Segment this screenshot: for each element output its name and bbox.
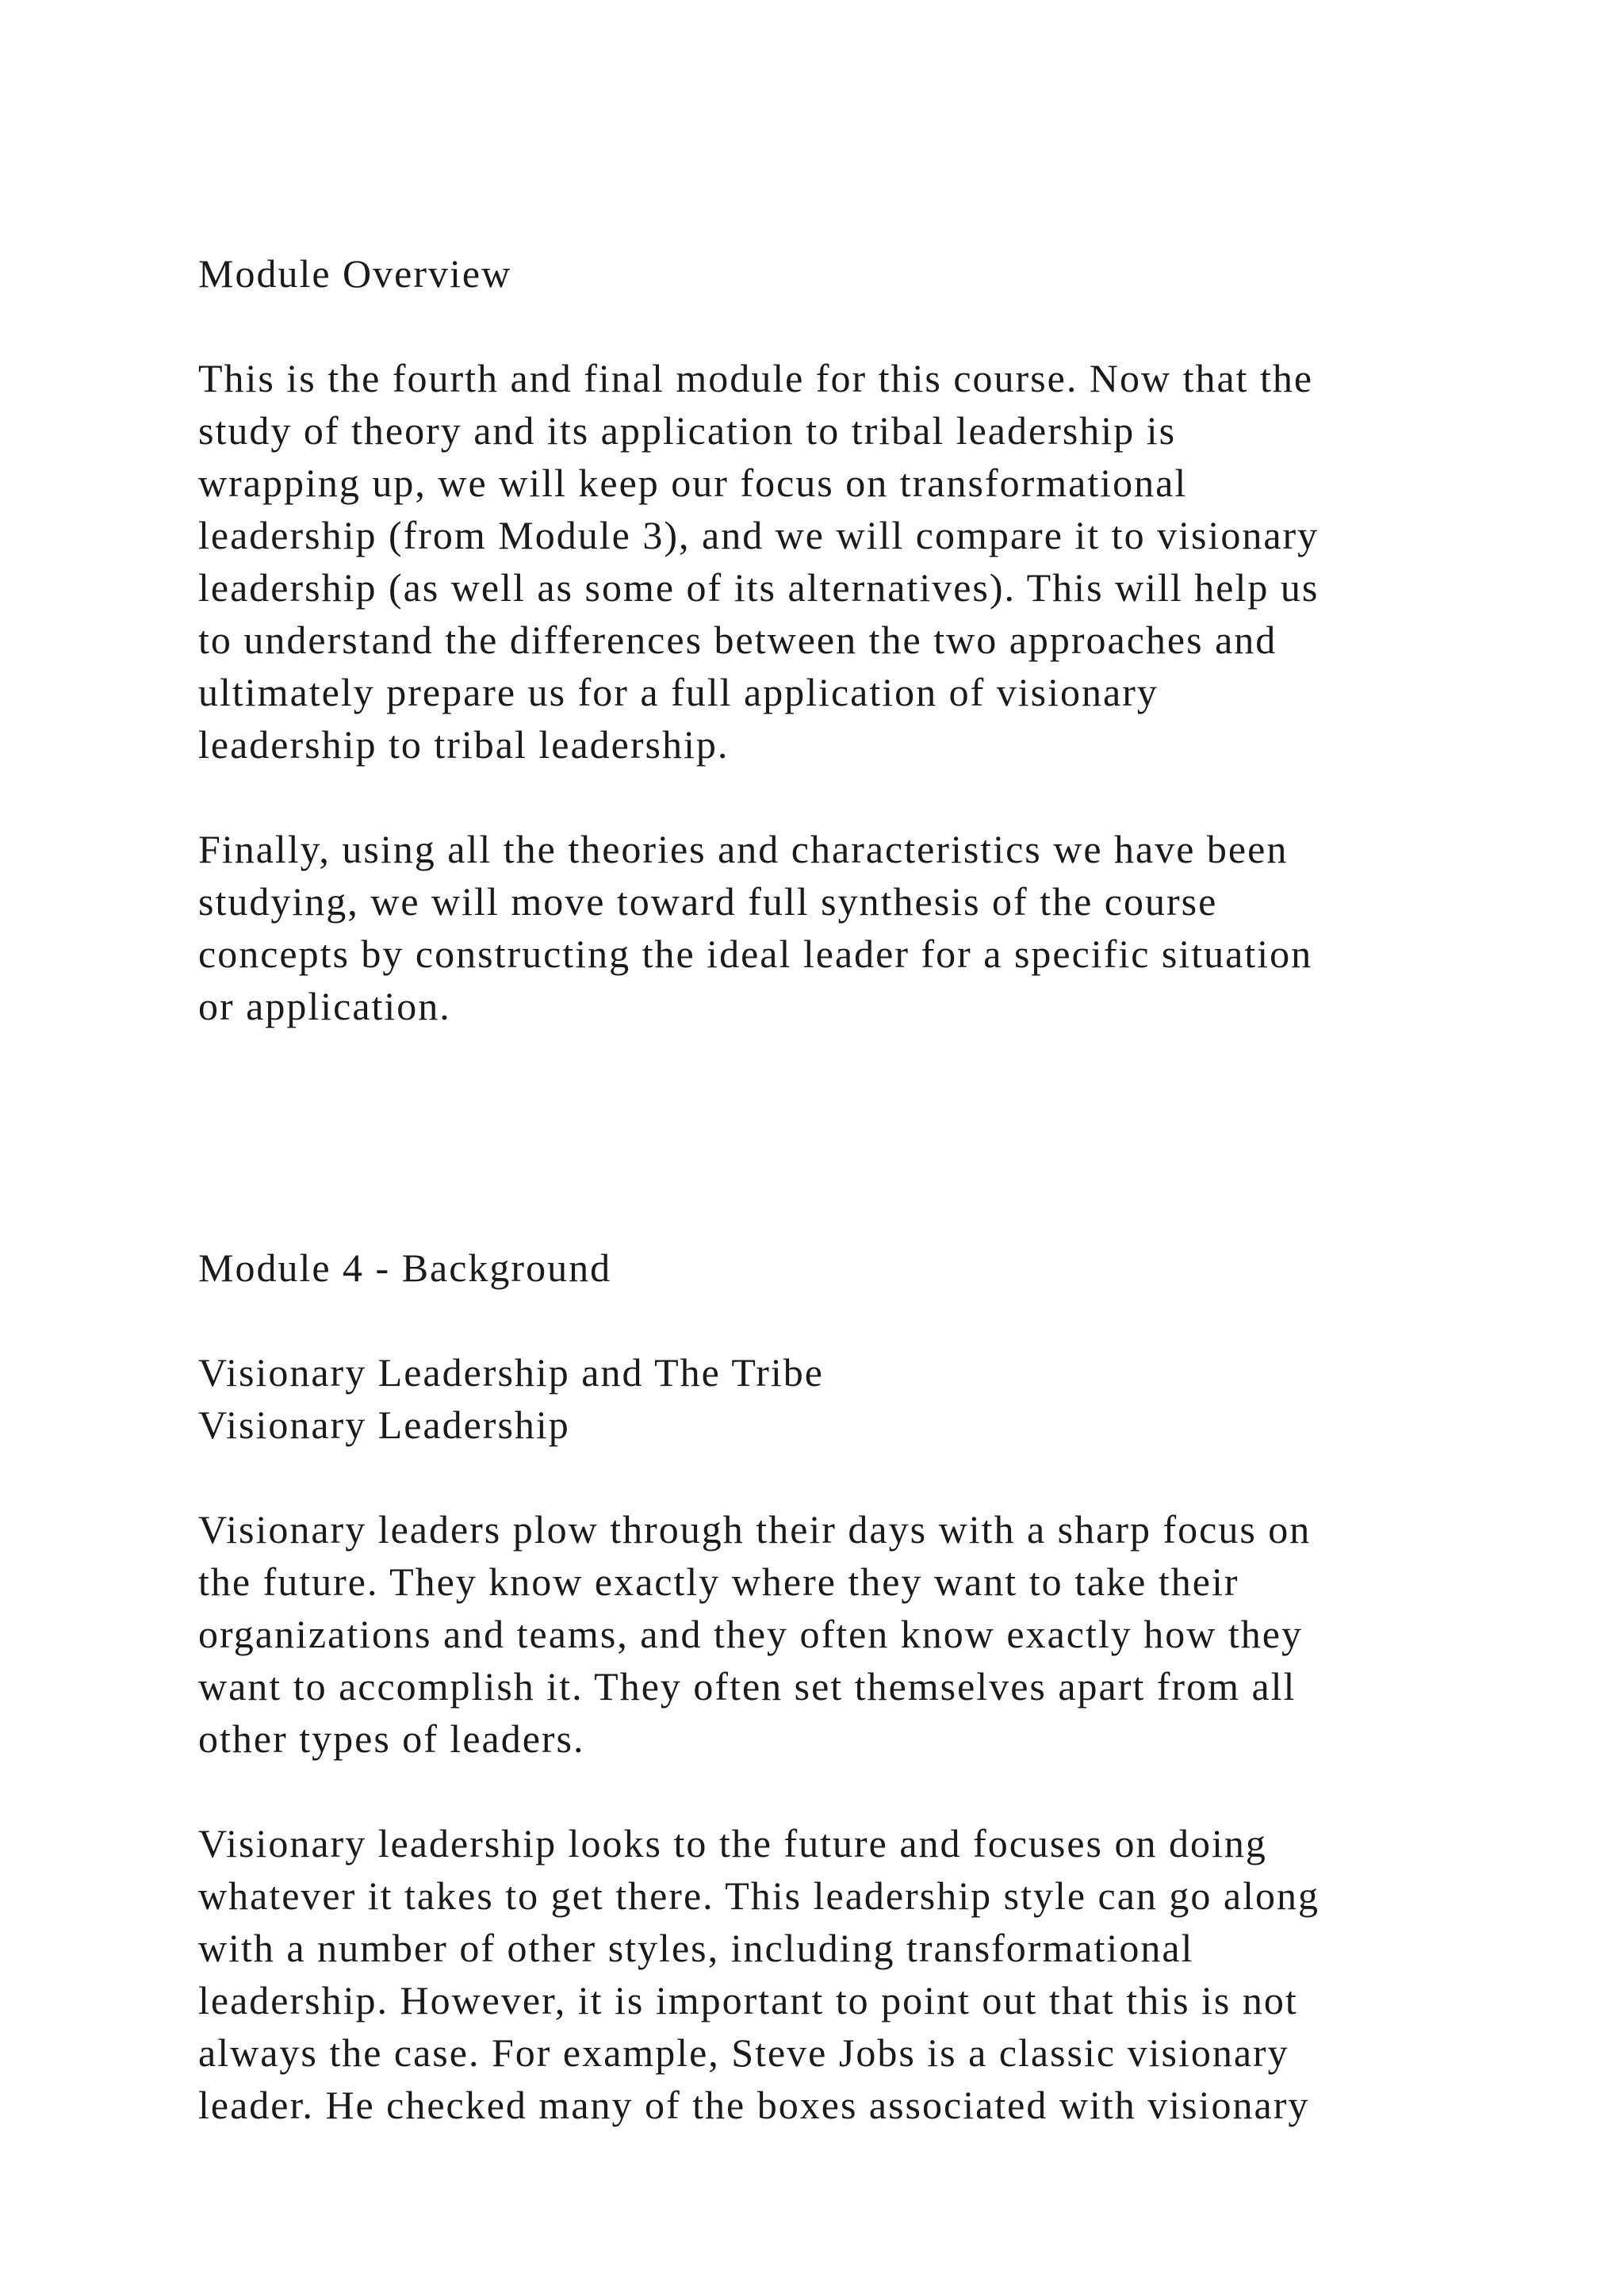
text-line: organizations and teams, and they often know exactly how they [198, 1612, 1303, 1656]
spacer [198, 771, 1507, 823]
spacer [198, 1294, 1507, 1346]
text-line: Finally, using all the theories and characteristics we have been [198, 827, 1289, 871]
spacer [198, 1032, 1507, 1085]
text-line: whatever it takes to get there. This leadership style can go along [198, 1873, 1320, 1918]
spacer [198, 1451, 1507, 1503]
spacer [198, 1085, 1507, 1137]
text-line: other types of leaders. [198, 1716, 585, 1761]
text-line: studying, we will move toward full synthesis of the course [198, 879, 1218, 924]
text-line: Visionary leadership looks to the future and focuses on doing [198, 1821, 1267, 1866]
overview-paragraph-2 [198, 823, 1507, 1032]
text-line: wrapping up, we will keep our focus on transformational [198, 461, 1188, 505]
text-line: This is the fourth and final module for this course. Now that the [198, 356, 1314, 400]
document-body [198, 247, 1507, 2131]
section-heading: Visionary Leadership and The Tribe [198, 1350, 824, 1395]
text-line: with a number of other styles, including transformational [198, 1926, 1194, 1970]
background-paragraph-1 [198, 1503, 1507, 1765]
spacer [198, 1765, 1507, 1817]
text-line: the future. They know exactly where they want to take their [198, 1559, 1239, 1604]
subsection-heading: Visionary Leadership [198, 1402, 570, 1447]
overview-paragraph-1 [198, 352, 1507, 771]
text-line: want to accomplish it. They often set themselves apart from all [198, 1664, 1297, 1709]
text-line: concepts by constructing the ideal leader for a specific situation [198, 932, 1313, 976]
text-line: always the case. For example, Steve Jobs is a classic visionary [198, 2030, 1289, 2075]
text-line: leader. He checked many of the boxes associated with visionary [198, 2083, 1310, 2127]
text-line: study of theory and its application to tribal leadership is [198, 408, 1177, 453]
text-line: Visionary leaders plow through their days with a sharp focus on [198, 1507, 1312, 1552]
text-line: ultimately prepare us for a full application of visionary [198, 670, 1159, 714]
spacer [198, 1189, 1507, 1242]
background-heading: Module 4 - Background [198, 1246, 612, 1290]
overview-heading: Module Overview [198, 251, 512, 296]
text-line: leadership (from Module 3), and we will compare it to visionary [198, 513, 1320, 557]
text-line: leadership to tribal leadership. [198, 722, 730, 767]
spacer [198, 1137, 1507, 1189]
background-paragraph-2 [198, 1817, 1507, 2131]
text-line: leadership. However, it is important to point out that this is not [198, 1978, 1298, 2022]
text-line: or application. [198, 984, 451, 1028]
text-line: leadership (as well as some of its alternatives). This will help us [198, 565, 1320, 610]
text-line: to understand the differences between the two approaches and [198, 618, 1277, 662]
spacer [198, 300, 1507, 352]
